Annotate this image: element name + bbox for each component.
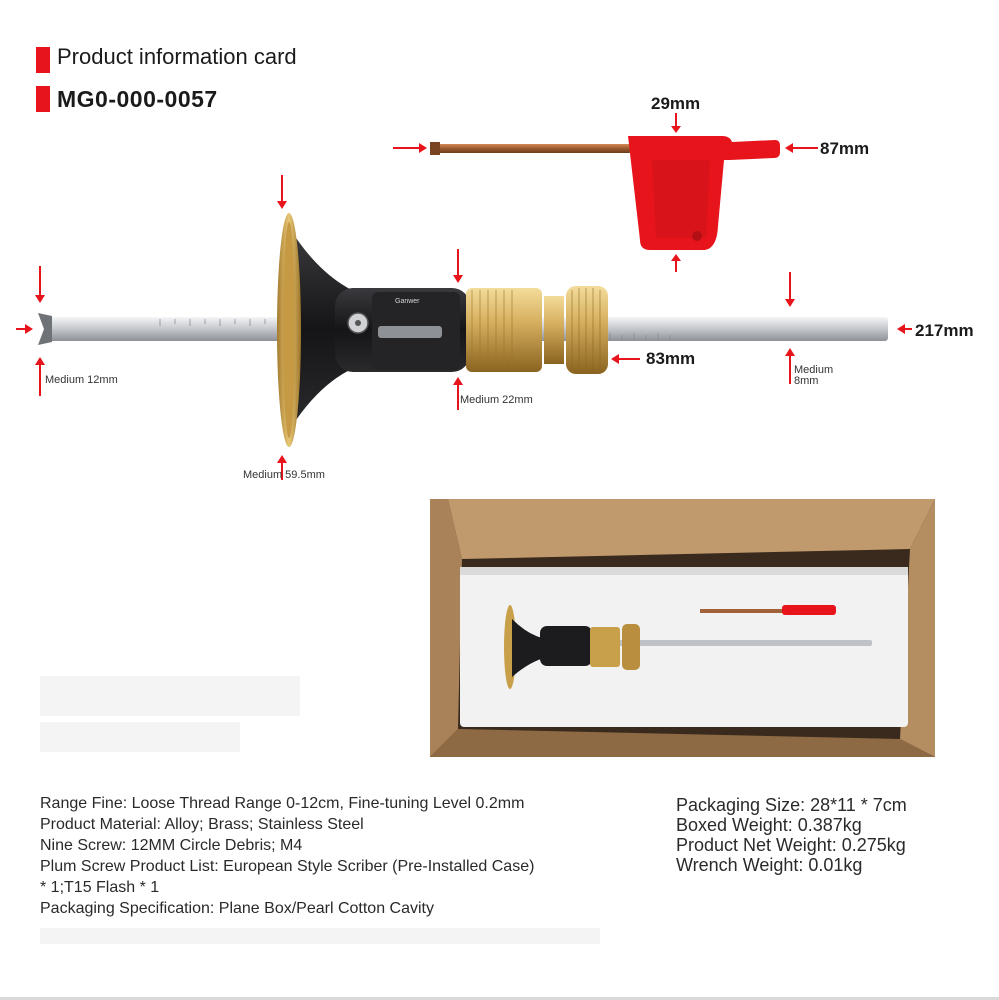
- red-arrow-icon: [25, 324, 33, 334]
- wrench-tip: [430, 142, 440, 155]
- spec-line: Packaging Size: 28*11 * 7cm: [676, 795, 907, 815]
- red-arrow-icon: [277, 201, 287, 209]
- spec-list-left: [40, 793, 630, 919]
- ghost-block-1: [40, 676, 300, 716]
- spec-line: Nine Screw: 12MM Circle Debris; M4: [40, 837, 303, 854]
- total-length-label: 217mm: [915, 321, 974, 340]
- spec-line: Range Fine: Loose Thread Range 0-12cm, Fine-tuning Level 0.2mm: [40, 795, 525, 812]
- packaging-photo: [430, 499, 935, 757]
- brass-knob: [544, 296, 564, 364]
- mini-body: [540, 626, 592, 666]
- brass-fence-rim: [283, 222, 295, 438]
- foam-shadow: [460, 567, 908, 575]
- red-arrow-icon: [35, 295, 45, 303]
- red-arrow-icon: [453, 275, 463, 283]
- wrench-hole: [692, 231, 702, 241]
- head-length-label: 83mm: [646, 349, 696, 368]
- ghost-block-2: [40, 722, 240, 752]
- wrench-width-label: 29mm: [651, 94, 701, 113]
- body-diameter-label: Medium 22mm: [460, 394, 533, 406]
- rod-diameter-label-1: Medium: [794, 364, 834, 376]
- brand-logo: Ganwer: [395, 298, 420, 305]
- wrench-shaft: [432, 144, 632, 153]
- tip-diameter-label: Medium 12mm: [45, 374, 118, 386]
- body-slot: [378, 326, 442, 338]
- red-arrow-icon: [671, 126, 681, 133]
- mini-wrench-handle: [782, 605, 836, 615]
- cutter-tip: [38, 313, 52, 345]
- red-arrow-icon: [419, 143, 427, 153]
- red-arrow-icon: [785, 299, 795, 307]
- red-arrow-icon: [785, 348, 795, 356]
- lock-screw-center: [355, 320, 361, 326]
- red-arrow-icon: [671, 254, 681, 261]
- red-arrow-icon: [35, 357, 45, 365]
- spec-list-right: [676, 795, 976, 875]
- spec-line: Product Material: Alloy; Brass; Stainless Steel: [40, 816, 364, 833]
- red-arrow-icon: [897, 324, 905, 334]
- spec-line: Product Net Weight: 0.275kg: [676, 835, 906, 855]
- red-arrow-icon: [453, 377, 463, 385]
- fence-diameter-label: Medium 59.5mm: [243, 469, 325, 481]
- spec-line: Packaging Specification: Plane Box/Pearl Cotton Cavity: [40, 900, 434, 917]
- product-code: MG0-000-0057: [57, 86, 218, 112]
- wrench-length-label: 87mm: [820, 139, 870, 158]
- spec-line: Wrench Weight: 0.01kg: [676, 855, 863, 875]
- ghost-block-3: [40, 928, 600, 944]
- red-arrow-icon: [785, 143, 793, 153]
- spec-line: Plum Screw Product List: European Style Scriber (Pre-Installed Case): [40, 858, 535, 875]
- mini-knob: [622, 624, 640, 670]
- t15-wrench: [430, 136, 780, 250]
- spec-line: * 1;T15 Flash * 1: [40, 879, 160, 896]
- mini-sleeve: [590, 627, 620, 667]
- rod-diameter-label-2: 8mm: [794, 375, 819, 387]
- box-lid-top: [448, 499, 935, 559]
- red-arrow-icon: [611, 354, 619, 364]
- red-arrow-icon: [277, 455, 287, 463]
- spec-line: Boxed Weight: 0.387kg: [676, 815, 862, 835]
- wrench-grip-texture: [652, 160, 710, 238]
- page-title: Product information card: [57, 44, 297, 69]
